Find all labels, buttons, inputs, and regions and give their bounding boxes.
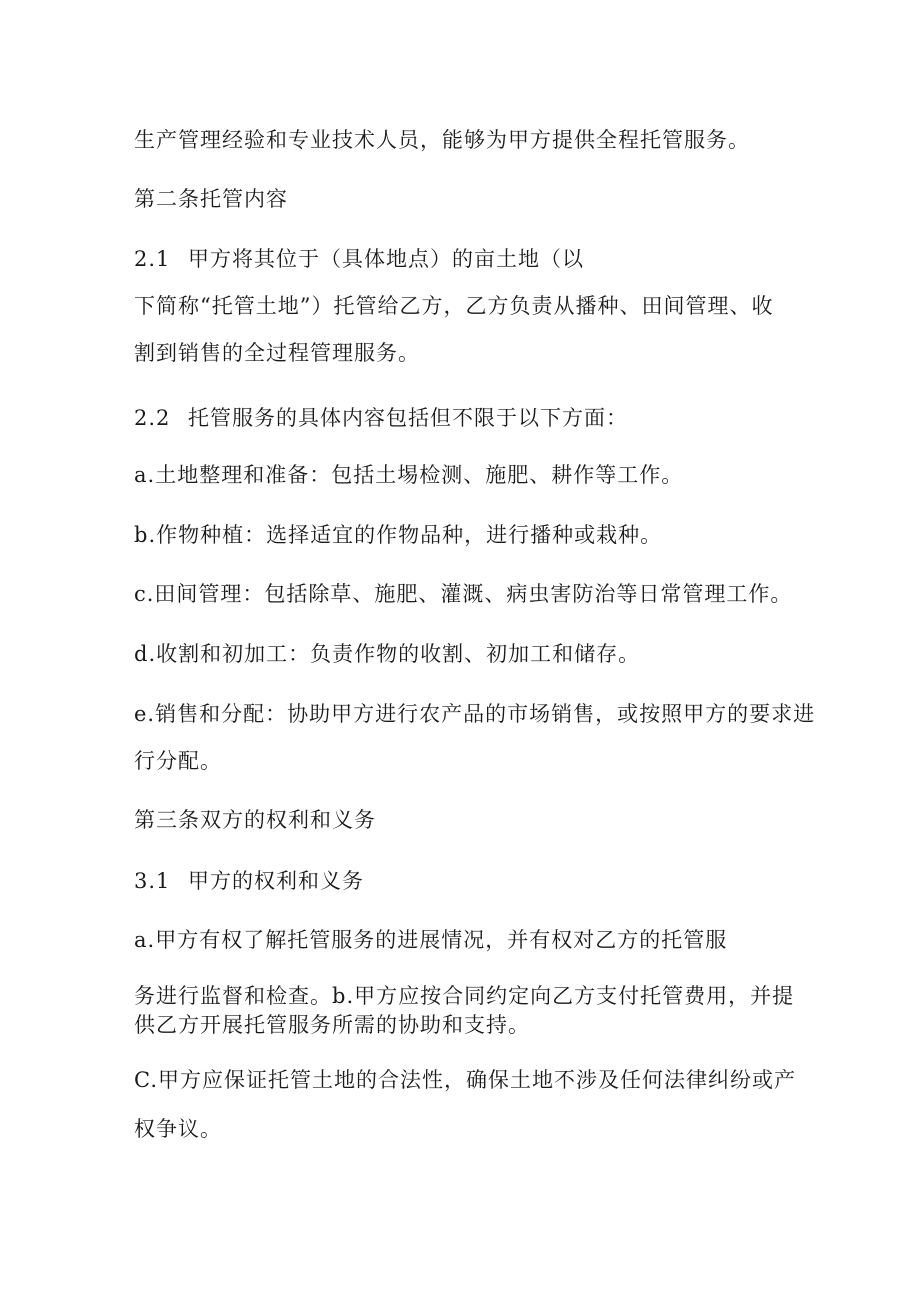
clause-line (134, 246, 584, 272)
clause-line (134, 868, 364, 894)
list-item: c.田间管理：包括除草、施肥、灌溉、病虫害防治等日常管理工作。 (134, 582, 793, 606)
text-line: 下简称“托管土地”）托管给乙方，乙方负责从播种、田间管理、收 (134, 294, 774, 318)
clause-number: 3.1 (134, 869, 171, 893)
clause-number: 2.2 (134, 406, 171, 430)
clause-text: 托管服务的具体内容包括但不限于以下方面： (188, 406, 628, 430)
list-item: d.收割和初加工：负责作物的收割、初加工和储存。 (134, 642, 641, 666)
text-line: 行分配。 (134, 749, 222, 773)
article-heading: 第三条双方的权利和义务 (134, 808, 376, 832)
clause-number: 2.1 (134, 247, 171, 271)
clause-line (134, 405, 628, 431)
text-line: 割到销售的全过程管理服务。 (134, 341, 420, 365)
text-line: 生产管理经验和专业技术人员，能够为甲方提供全程托管服务。 (134, 128, 750, 152)
clause-text: 甲方将其位于（具体地点）的亩土地（以 (188, 247, 584, 271)
text-line: 务进行监督和检查。b.甲方应按合同约定向乙方支付托管费用，并提 (134, 984, 795, 1008)
list-item: e.销售和分配：协助甲方进行农产品的市场销售，或按照甲方的要求进 (134, 702, 816, 726)
list-item: a.土地整理和准备：包括土埸检测、施肥、耕作等工作。 (134, 463, 684, 487)
text-line: 权争议。 (134, 1117, 222, 1141)
list-item: b.作物种植：选择适宜的作物品种，进行播种或栽种。 (134, 523, 663, 547)
list-item: C.甲方应保证托管土地的合法性，确保土地不涉及任何法律纠纷或产 (134, 1068, 796, 1092)
article-heading: 第二条托管内容 (134, 187, 288, 211)
list-item: a.甲方有权了解托管服务的进展情况，并有权对乙方的托管服 (134, 928, 728, 952)
clause-text: 甲方的权利和义务 (188, 869, 364, 893)
text-line: 供乙方开展托管服务所需的协助和支持。 (134, 1013, 530, 1037)
